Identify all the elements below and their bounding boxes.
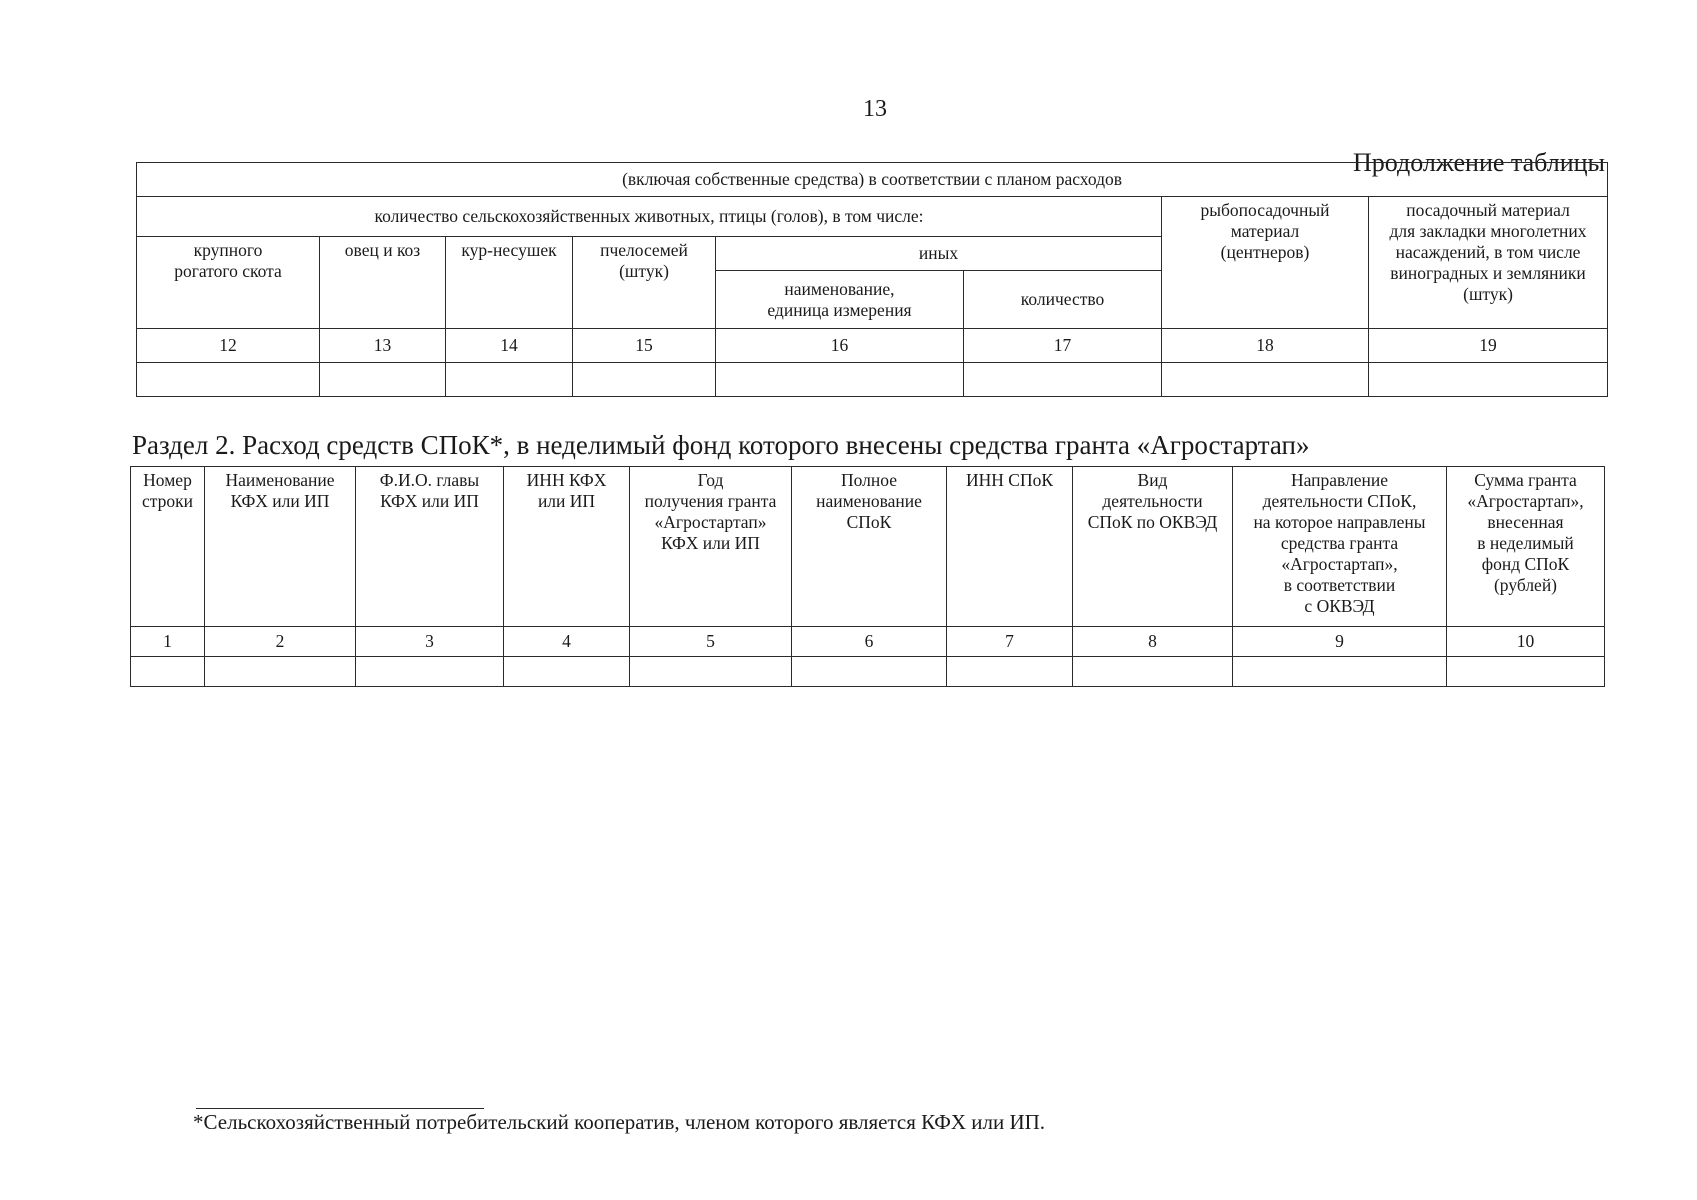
- empty-cell: [504, 657, 630, 687]
- empty-cell: [630, 657, 792, 687]
- empty-cell: [205, 657, 356, 687]
- empty-cell: [446, 363, 573, 397]
- header-other-quantity: количество: [964, 271, 1162, 329]
- header-spok-direction: Направление деятельности СПоК, на которое направлены средства гранта «Агростартап», в соответствии с ОКВЭД: [1233, 467, 1447, 627]
- column-number: 3: [356, 627, 504, 657]
- header-row-number: Номер строки: [131, 467, 205, 627]
- column-number: 17: [964, 329, 1162, 363]
- empty-cell: [1073, 657, 1233, 687]
- header-planting-material: посадочный материал для закладки многолетних насаждений, в том числе виноградных и земляники (штук): [1369, 197, 1608, 329]
- header-farm-inn: ИНН КФХ или ИП: [504, 467, 630, 627]
- column-number: 5: [630, 627, 792, 657]
- empty-cell: [716, 363, 964, 397]
- header-grant-year: Год получения гранта «Агростартап» КФХ или ИП: [630, 467, 792, 627]
- column-number: 15: [573, 329, 716, 363]
- header-bee-colonies: пчелосемей (штук): [573, 237, 716, 329]
- empty-cell: [131, 657, 205, 687]
- header-grant-amount: Сумма гранта «Агростартап», внесенная в неделимый фонд СПоК (рублей): [1447, 467, 1605, 627]
- column-number: 10: [1447, 627, 1605, 657]
- empty-cell: [356, 657, 504, 687]
- header-fish-material: рыбопосадочный материал (центнеров): [1162, 197, 1369, 329]
- header-animals: количество сельскохозяйственных животных, птицы (голов), в том числе:: [137, 197, 1162, 237]
- column-number: 18: [1162, 329, 1369, 363]
- expense-plan-table: [136, 162, 1608, 397]
- header-head-name: Ф.И.О. главы КФХ или ИП: [356, 467, 504, 627]
- header-spok-activity: Вид деятельности СПоК по ОКВЭД: [1073, 467, 1233, 627]
- header-farm-name: Наименование КФХ или ИП: [205, 467, 356, 627]
- column-number: 19: [1369, 329, 1608, 363]
- empty-cell: [1162, 363, 1369, 397]
- column-number: 13: [320, 329, 446, 363]
- column-number: 12: [137, 329, 320, 363]
- column-number: 1: [131, 627, 205, 657]
- column-number: 6: [792, 627, 947, 657]
- column-number: 2: [205, 627, 356, 657]
- spok-expense-table: [130, 466, 1605, 687]
- empty-cell: [792, 657, 947, 687]
- header-cattle: крупного рогатого скота: [137, 237, 320, 329]
- section-2-title: Раздел 2. Расход средств СПоК*, в неделимый фонд которого внесены средства гранта «Агростартап»: [132, 430, 1310, 460]
- header-other-name-unit: наименование, единица измерения: [716, 271, 964, 329]
- empty-cell: [947, 657, 1073, 687]
- footnote: *Сельскохозяйственный потребительский кооператив, членом которого является КФХ или ИП.: [193, 1110, 1046, 1134]
- column-number: 9: [1233, 627, 1447, 657]
- page-number: 13: [863, 96, 887, 122]
- empty-cell: [964, 363, 1162, 397]
- header-other: иных: [716, 237, 1162, 271]
- empty-cell: [1233, 657, 1447, 687]
- header-own-funds: (включая собственные средства) в соответствии с планом расходов: [137, 163, 1608, 197]
- empty-cell: [573, 363, 716, 397]
- column-number: 4: [504, 627, 630, 657]
- header-spok-full-name: Полное наименование СПоК: [792, 467, 947, 627]
- column-number: 8: [1073, 627, 1233, 657]
- empty-cell: [137, 363, 320, 397]
- column-number: 14: [446, 329, 573, 363]
- empty-cell: [1447, 657, 1605, 687]
- column-number: 16: [716, 329, 964, 363]
- header-sheep-goats: овец и коз: [320, 237, 446, 329]
- header-spok-inn: ИНН СПоК: [947, 467, 1073, 627]
- continuation-label: Продолжение таблицы: [1353, 148, 1605, 177]
- column-number: 7: [947, 627, 1073, 657]
- footnote-divider: [196, 1108, 484, 1109]
- header-laying-hens: кур-несушек: [446, 237, 573, 329]
- empty-cell: [320, 363, 446, 397]
- empty-cell: [1369, 363, 1608, 397]
